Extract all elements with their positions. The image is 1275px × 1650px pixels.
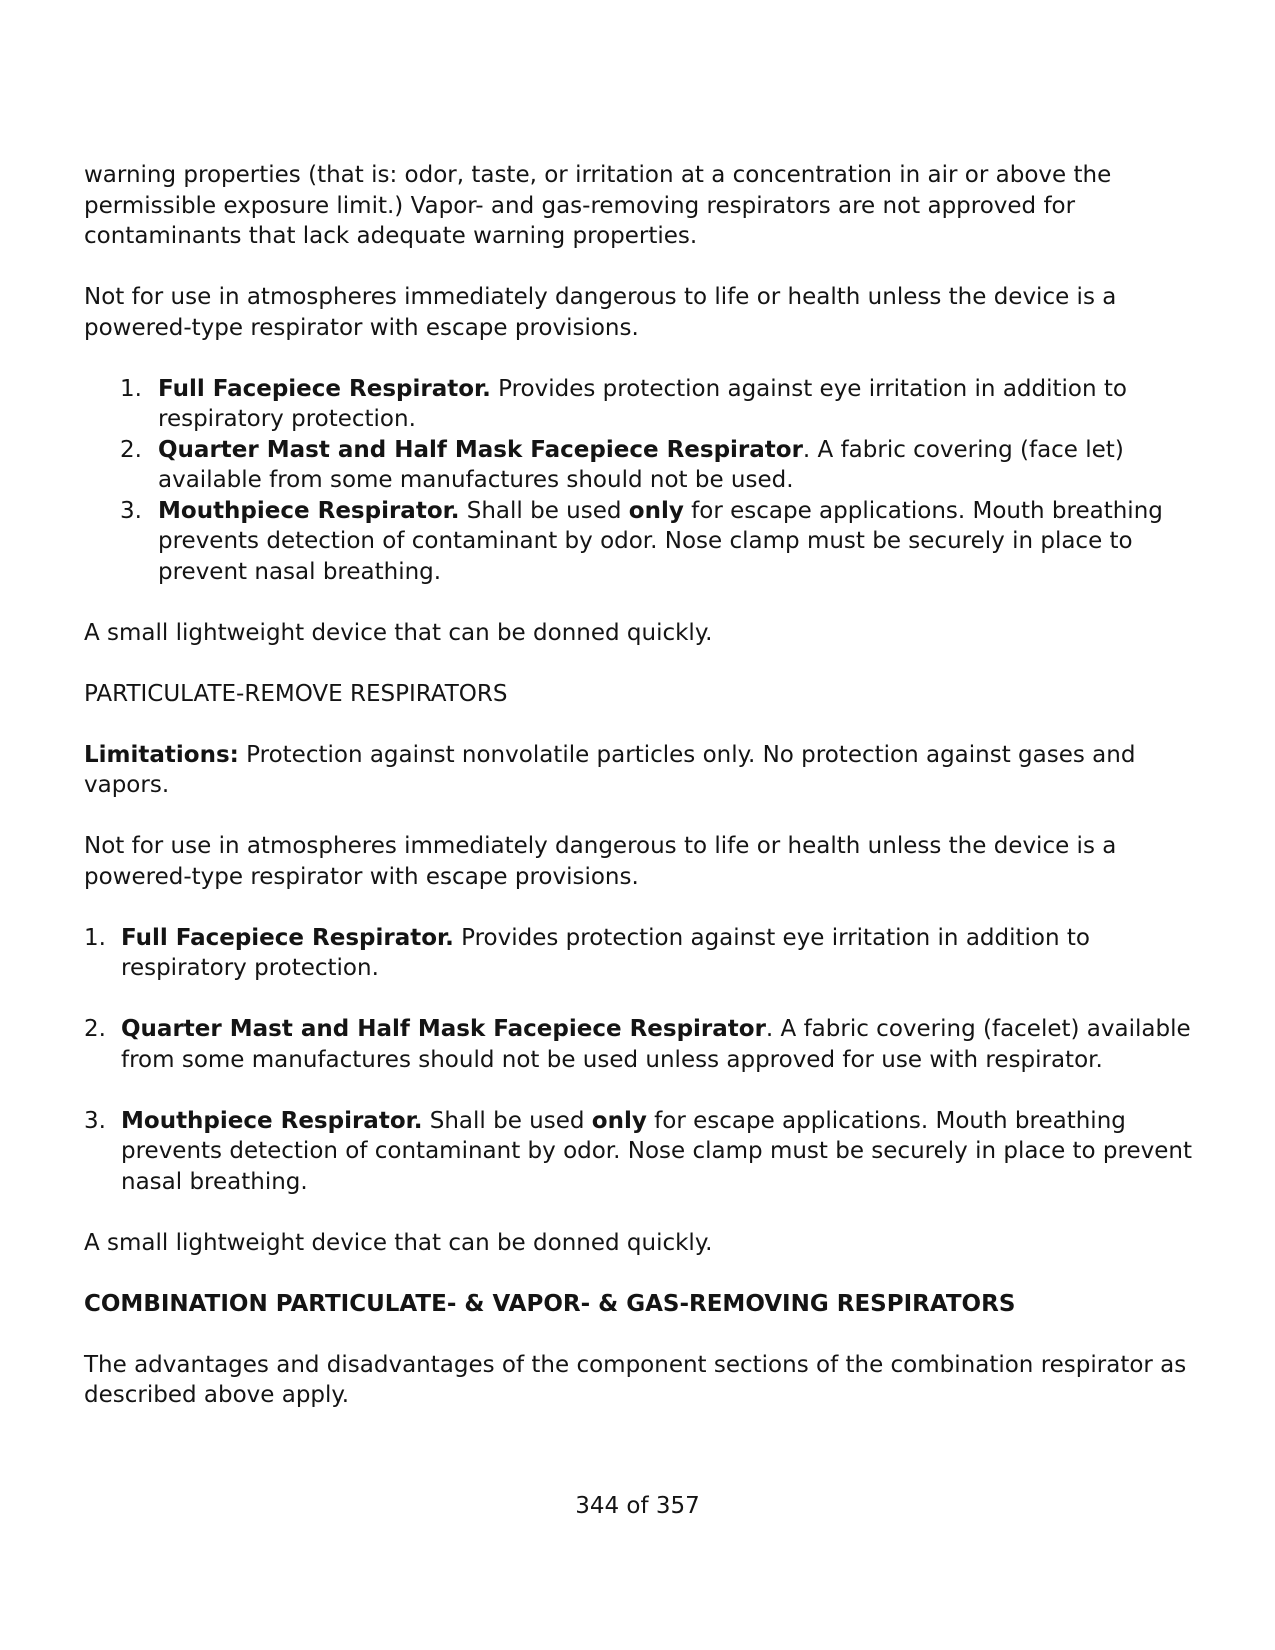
item-title: Quarter Mast and Half Mask Facepiece Respirator [121,1016,766,1042]
list-number: 1. [120,375,142,402]
small-device-note: A small lightweight device that can be donned quickly. [84,619,713,646]
item-text: for escape applications. Mouth breathing prevents detection of contaminant by odor. Nose clamp must be securely in place to prevent nasal breathing. [121,1107,1192,1195]
page-content [84,160,1204,1411]
idlh-note: Not for use in atmospheres immediately dangerous to life or health unless the device is a powered-type respirator with escape provisions. [84,284,1117,341]
list-item [84,1014,1204,1075]
item-title: Quarter Mast and Half Mask Facepiece Respirator [158,436,803,463]
item-title: Mouthpiece Respirator. [158,497,460,524]
item-text: . A fabric covering (face let) available from some manufactures should not be used. [158,436,1124,493]
intro-paragraph: warning properties (that is: odor, taste, or irritation at a concentration in air or above the permissible exposure limit.) Vapor- and gas-removing respirators are not approved for contaminants that lack adequate warning properties. [84,162,1112,249]
idlh-note: Not for use in atmospheres immediately dangerous to life or health unless the device is a powered-type respirator with escape provisions. [84,833,1117,890]
item-title: Mouthpiece Respirator. [121,1107,423,1134]
list-item [84,1106,1204,1198]
combination-paragraph: The advantages and disadvantages of the component sections of the combination respirator as described above apply. [84,1351,1187,1408]
respirator-list [84,923,1204,1198]
small-device-note: A small lightweight device that can be donned quickly. [84,1229,713,1256]
item-text: Shall be used [459,497,629,524]
item-text: Provides protection against eye irritation in addition to respiratory protection. [121,924,1090,981]
list-item [84,435,1204,496]
list-number: 2. [120,436,142,463]
item-text: . A fabric covering (facelet) available from some manufactures should not be used unless approved for use with respirator. [121,1016,1191,1073]
item-text: Shall be used [422,1107,592,1134]
item-title: Full Facepiece Respirator. [158,375,491,402]
list-number: 2. [84,1016,106,1042]
list-number: 1. [84,924,106,951]
limitations-paragraph [84,740,1204,801]
item-text: Provides protection against eye irritation in addition to respiratory protection. [158,375,1127,432]
list-item [84,923,1204,984]
combination-heading: COMBINATION PARTICULATE- & VAPOR- & GAS-REMOVING RESPIRATORS [84,1290,1016,1317]
list-item [84,496,1204,588]
section-heading [84,1289,1204,1320]
respirator-list [84,374,1204,588]
limitations-label: Limitations: [84,741,239,768]
list-item [84,374,1204,435]
section-heading: PARTICULATE-REMOVE RESPIRATORS [84,680,508,707]
list-number: 3. [120,497,142,524]
page-number: 344 of 357 [575,1493,700,1519]
item-emphasis: only [591,1107,647,1134]
item-title: Full Facepiece Respirator. [121,924,454,951]
list-number: 3. [84,1107,106,1134]
item-text: for escape applications. Mouth breathing prevents detection of contaminant by odor. Nose clamp must be securely in place to prevent nasal breathing. [158,497,1163,585]
limitations-text: Protection against nonvolatile particles only. No protection against gases and vapors. [84,741,1136,798]
item-emphasis: only [628,497,684,524]
